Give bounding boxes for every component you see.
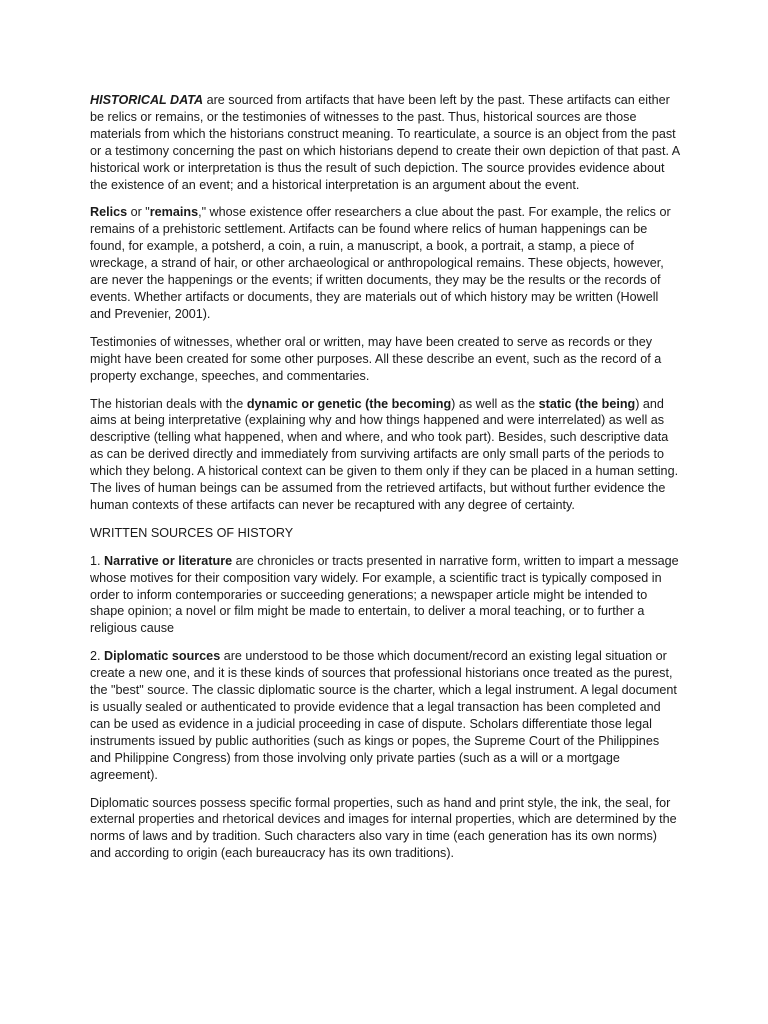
section-heading: WRITTEN SOURCES OF HISTORY (90, 525, 294, 540)
list-item-diplomatic (90, 648, 680, 783)
paragraph-text: ," whose existence offer researchers a clue about the past. For example, the relics or remains of a prehistoric settlement. Artifacts can be found where relics of human happenings can be found, for example, a potsherd, a coin, a ruin, a manuscript, a book, a portrait, a stamp, a piece of wreckage, a strand of hair, or other archaeological or anthropological remains. These objects, however, are never the happenings or the events; if written documents, they may be the results or the records of events. Whether artifacts or documents, they are materials out of which history may be written (Howell and Prevenier, 2001). (90, 205, 671, 321)
paragraph-text: or " (127, 205, 150, 220)
paragraph-text: ) and aims at being interpretative (explaining why and how things happened and were interrelated) as well as descriptive (telling what happened, when and where, and who took part). Besides, such descriptive data as can be derived directly and immediately from surviving artifacts are only small parts of the periods to which they belong. A historical context can be given to them only if they can be placed in a human setting. The lives of human beings can be assumed from the retrieved artifacts, but without further evidence the human contexts of these artifacts can never be recaptured with any degree of certainty. (90, 396, 679, 512)
paragraph-diplomatic-properties (90, 795, 680, 863)
list-item-narrative (90, 553, 680, 638)
paragraph-text: Diplomatic sources possess specific formal properties, such as hand and print style, the ink, the seal, for external properties and rhetorical devices and images for internal properties, which are determined by the norms of laws and by tradition. Such characters also vary in time (each generation has its own norms) and according to origin (each bureaucracy has its own traditions). (90, 795, 677, 861)
paragraph-text: are understood to be those which document/record an existing legal situation or create a new one, and it is these kinds of sources that professional historians once treated as the purest, the "best" source. The classic diplomatic source is the charter, which a legal instrument. A legal document is usually sealed or authenticated to provide evidence that a legal transaction has been completed and can be used as evidence in a judicial proceeding in case of dispute. Scholars differentiate those legal instruments issued by public authorities (such as kings or popes, the Supreme Court of the Philippines and Philippine Congress) from those involving only private parties (such as a will or a mortgage agreement). (90, 649, 677, 782)
paragraph-historian (90, 396, 680, 514)
paragraph-text: Testimonies of witnesses, whether oral or written, may have been created to serve as records or they might have been created for some other purposes. All these describe an event, such as the record of a property exchange, speeches, and commentaries. (90, 334, 662, 383)
paragraph-historical-data (90, 92, 680, 193)
term-dynamic-genetic: dynamic or genetic (the becoming (246, 396, 452, 411)
term-historical-data: HISTORICAL DATA (90, 93, 204, 107)
term-diplomatic: Diplomatic sources (104, 649, 221, 664)
term-static: static (the being (538, 396, 636, 411)
paragraph-text: are sourced from artifacts that have been left by the past. These artifacts can either be relics or remains, or the testimonies of witnesses to the past. Thus, historical sources are those materials from which the historians construct meaning. To rearticulate, a source is an object from the past or a testimony concerning the past on which historians depend to create their own depiction of that past. A historical work or interpretation is thus the result of such depiction. The source provides evidence about the existence of an event; and a historical interpretation is an argument about the event. (90, 93, 680, 192)
term-narrative: Narrative or literature (104, 553, 233, 568)
paragraph-relics (90, 204, 680, 322)
list-number: 1. (90, 553, 105, 568)
paragraph-testimonies (90, 334, 680, 385)
paragraph-text: The historian deals with the (90, 396, 247, 411)
paragraph-text: ) as well as the (451, 396, 539, 411)
document-page (90, 92, 680, 873)
term-relics: Relics (90, 205, 128, 220)
term-remains: remains (149, 205, 199, 220)
paragraph-text: are chronicles or tracts presented in narrative form, written to impart a message whose motives for their composition vary widely. For example, a scientific tract is typically composed in order to inform contemporaries or succeeding generations; a newspaper article might be intended to shape opinion; a novel or film might be made to entertain, to deliver a moral teaching, or to further a religious cause (90, 553, 679, 636)
list-number: 2. (90, 649, 105, 664)
